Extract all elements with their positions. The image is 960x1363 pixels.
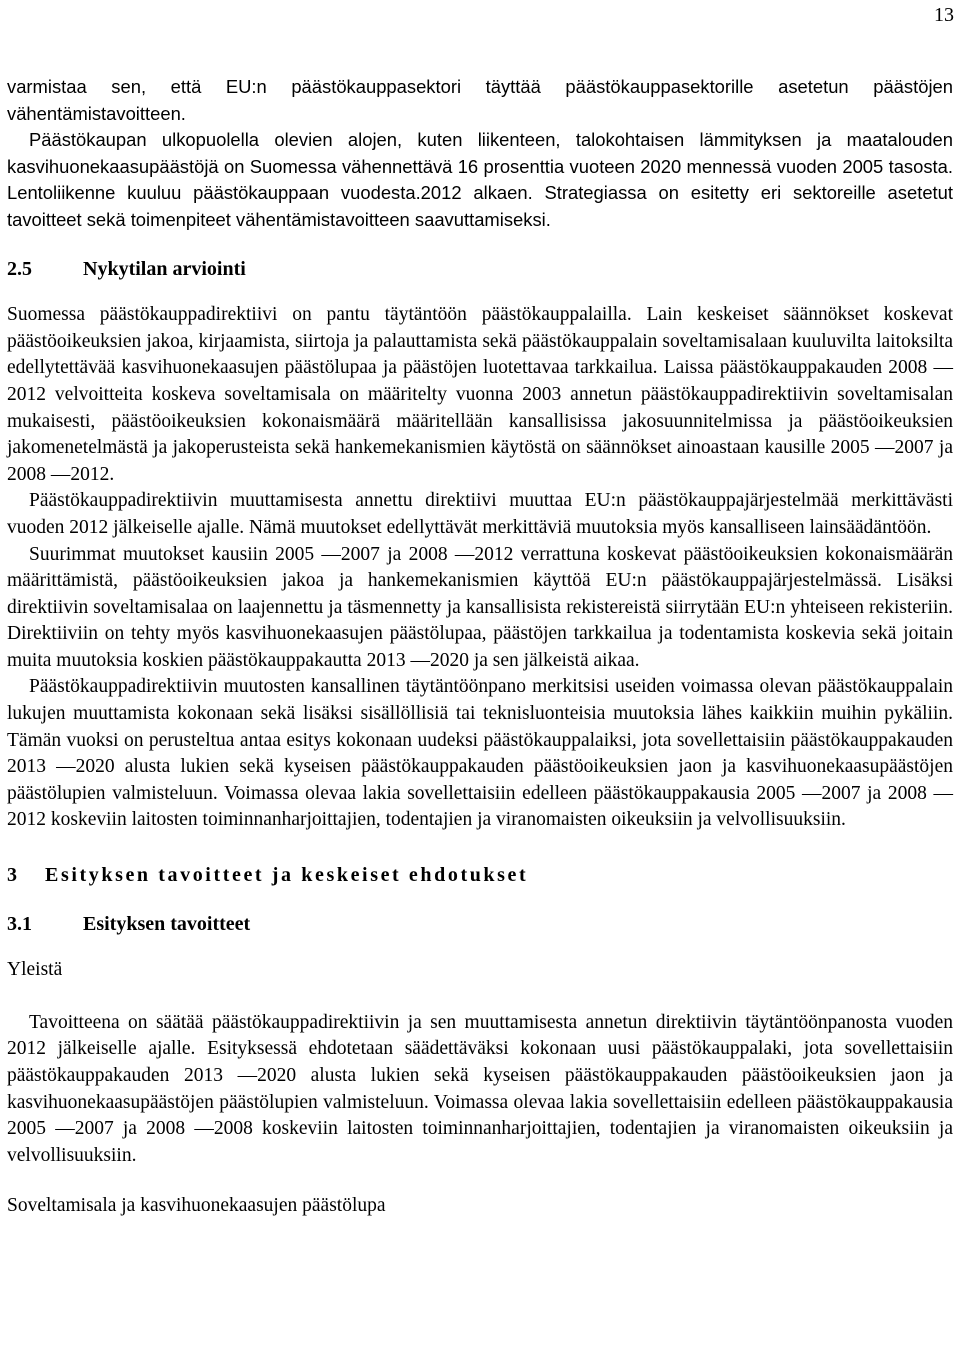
chapter-heading-3 <box>7 862 953 889</box>
intro-paragraph-1: varmistaa sen, että EU:n päästökauppasektori täyttää päästökauppasektorille asetetun päästöjen vähentämistavoitteen. <box>7 76 953 124</box>
section-2-5-paragraph-2: Päästökauppadirektiivin muuttamisesta annettu direktiivi muuttaa EU:n päästökauppajärjestelmää merkittävästi vuoden 2012 jälkeiselle ajalle. Nämä muutokset edellyttävät merkittäviä muutoksia myös kansalliseen lainsäädäntöön. <box>7 490 953 538</box>
subheading-general: Yleistä <box>7 959 63 981</box>
subheading-scope: Soveltamisala ja kasvihuonekaasujen päästölupa <box>7 1195 386 1217</box>
section-number: 2.5 <box>7 257 32 280</box>
section-2-5-paragraph-1: Suomessa päästökauppadirektiivi on pantu täytäntöön päästökauppalailla. Lain keskeiset säännökset koskevat päästöoikeuksien jakoa, kirjaamista, siirtoja ja palauttamista sekä päästökauppalain soveltamisalaan kuuluvilta laitoksilta edellytettävää kasvihuonekaasujen päästölupaa ja päästöjen luotettavaa tarkkailua. Laissa päästökauppakauden 2008 —2012 velvoitteita koskeva soveltamisala on määritelty vuonna 2003 annetun päästökauppadirektiivin soveltamisalan mukaisesti, päästöoikeuksien kokonaismäärä määritellään kansallisissa jakosuunnitelmissa ja päästöoikeuksien jakomenetelmästä ja jakoperusteista sekä hankemekanismien käytöstä on säännökset ainoastaan kausille 2005 —2007 ja 2008 —2012. <box>7 304 953 485</box>
section-heading-2-5 <box>7 256 953 283</box>
section-2-5-paragraph-4: Päästökauppadirektiivin muutosten kansallinen täytäntöönpano merkitsisi useiden voimassa olevan päästökauppalain lukujen muuttamista kokonaan sekä lisäksi sisällöllisiä tai teknisluonteisia muutoksia lähes kaikkiin muihin pykäliin. Tämän vuoksi on perusteltua antaa esitys kokonaan uudeksi päästökauppalaiksi, jota sovellettaisiin päästökauppakauden 2013 —2020 alusta lukien sekä kyseisen päästökauppakauden päästöoikeuksien jaon ja kasvihuonekaasupäästöjen päästölupien valmisteluun. Voimassa olevaa lakia sovellettaisiin edelleen päästökauppakausia 2005 —2007 ja 2008 —2012 koskeviin laitosten toiminnanharjoittajien, todentajien ja viranomaisten oikeuksiin ja velvollisuuksiin. <box>7 676 953 831</box>
page-number: 13 <box>934 4 954 26</box>
section-3-1-paragraph-1: Tavoitteena on säätää päästökauppadirektiivin ja sen muuttamisesta annetun direktiivin täytäntöönpanosta vuoden 2012 jälkeiselle ajalle. Esityksessä ehdotetaan säädettäväksi kokonaan uusi päästökauppalaki, jota sovellettaisiin päästökauppakauden 2013 —2020 alusta lukien sekä kyseisen päästökauppakauden päästöoikeuksien jaon ja kasvihuonekaasupäästöjen päästölupien valmisteluun. Voimassa olevaa lakia sovellettaisiin edelleen päästökauppakausia 2005 —2007 ja 2008 —2008 koskeviin laitosten toiminnanharjoittajien, todentajien ja viranomaisten oikeuksiin ja velvollisuuksiin. <box>7 1011 953 1166</box>
chapter-number: 3 <box>7 864 17 887</box>
chapter-title: Esityksen tavoitteet ja keskeiset ehdotukset <box>45 864 529 887</box>
document-body <box>7 74 953 1246</box>
section-title: Nykytilan arviointi <box>83 257 246 280</box>
section-number: 3.1 <box>7 912 32 935</box>
section-2-5-paragraph-3: Suurimmat muutokset kausiin 2005 —2007 ja 2008 —2012 verrattuna koskevat päästöoikeuksien kokonaismäärän määrittämistä, päästöoikeuksien jakoa ja hankemekanismien käyttöä EU:n päästökauppajärjestelmässä. Lisäksi direktiivin soveltamisalaa on laajennettu ja täsmennetty ja kansallisista rekistereistä siirrytään EU:n yhteiseen rekisteriin. Direktiiviin on tehty myös kasvihuonekaasujen päästölupaa, päästöjen tarkkailua ja todentamista koskevia sekä joitain muita muutoksia koskien päästökauppakautta 2013 —2020 ja sen jälkeistä aikaa. <box>7 543 953 671</box>
section-title: Esityksen tavoitteet <box>83 912 251 935</box>
intro-paragraph-2: Päästökaupan ulkopuolella olevien alojen, kuten liikenteen, talokohtaisen lämmityksen ja maatalouden kasvihuonekaasupäästöjä on Suomessa vähennettävä 16 prosenttia vuoteen 2020 mennessä vuoden 2005 tasosta. Lentoliikenne kuuluu päästökauppaan vuodesta.2012 alkaen. Strategiassa on esitetty eri sektoreille asetetut tavoitteet sekä toimenpiteet vähentämistavoitteen saavuttamiseksi. <box>7 129 953 230</box>
section-heading-3-1 <box>7 911 953 938</box>
